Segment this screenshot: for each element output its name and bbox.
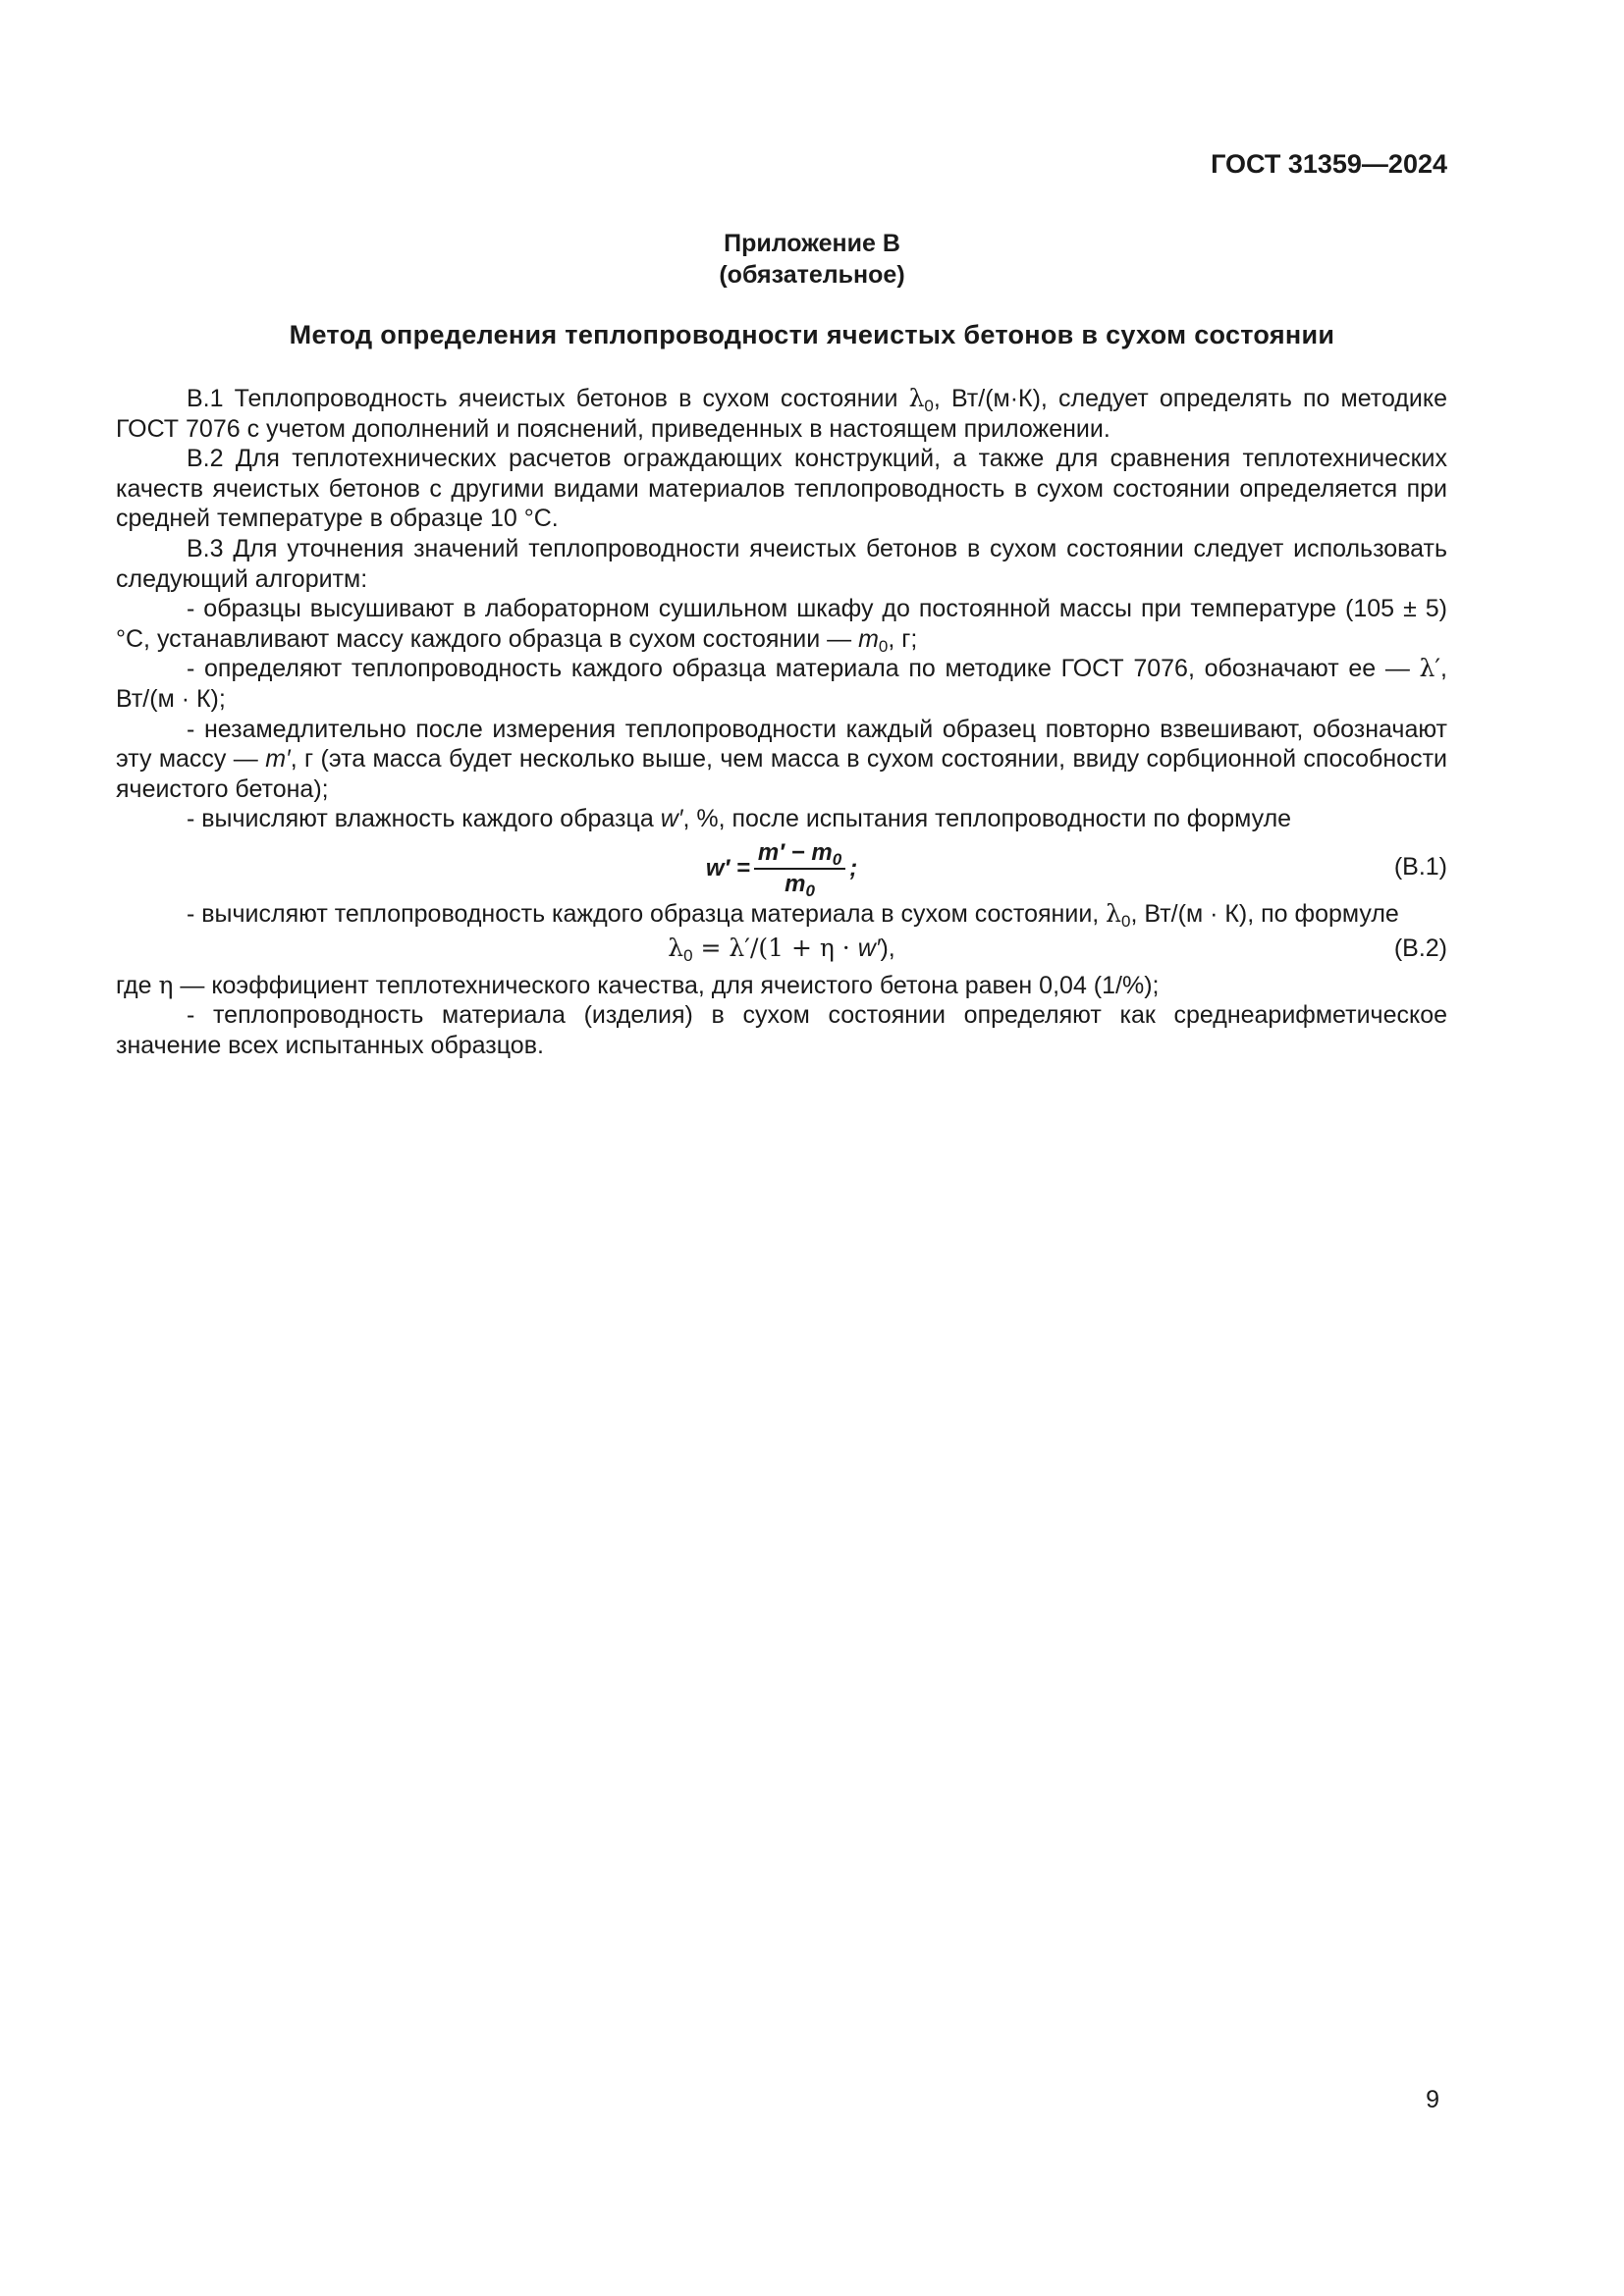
list-item-moisture xyxy=(116,804,1447,834)
text: = λ′/(1 + η · xyxy=(692,933,858,962)
subscript: 0 xyxy=(832,849,842,869)
text: - образцы высушивают в лабораторном сушильном шкафу до постоянной массы при температуре (105 ± 5) °С, устанавливают массу каждого образца в сухом состоянии — xyxy=(116,595,1447,653)
text: , г; xyxy=(888,624,918,653)
list-item-measure-conductivity xyxy=(116,654,1447,714)
lambda-symbol: λ xyxy=(1106,898,1122,928)
list-item-reweigh xyxy=(116,715,1447,805)
subscript: 0 xyxy=(683,945,693,965)
list-item-dry-samples xyxy=(116,594,1447,654)
formula-fraction xyxy=(754,838,845,900)
fraction-denominator xyxy=(785,870,815,900)
lambda-prime-symbol: λ′ xyxy=(1419,654,1441,683)
subscript: 0 xyxy=(1121,911,1131,931)
variable: m xyxy=(858,624,879,653)
text: - незамедлительно после измерения теплопроводности каждый образец повторно взвешивают, обозначают эту массу — xyxy=(116,715,1447,774)
text: — коэффициент теплотехнического качества, для ячеистого бетона равен 0,04 (1/%); xyxy=(173,971,1160,999)
text: - вычисляют влажность каждого образца xyxy=(187,805,661,833)
fraction-numerator xyxy=(754,840,845,870)
variable: w′ xyxy=(857,934,881,962)
text: где xyxy=(116,971,159,999)
text: , Вт/(м·К), следует определять по методике ГОСТ 7076 с учетом дополнений и пояснений, приведенных в настоящем приложении. xyxy=(116,385,1447,443)
text: ), xyxy=(880,934,895,962)
formula-number: (В.2) xyxy=(1393,934,1447,962)
appendix-status: (обязательное) xyxy=(719,261,905,289)
text: , г (эта масса будет несколько выше, чем масса в сухом состоянии, ввиду сорбционной способности ячеистого бетона); xyxy=(116,745,1447,803)
text: m xyxy=(785,870,806,897)
standard-code: ГОСТ 31359—2024 xyxy=(1211,149,1447,179)
formula-b2 xyxy=(116,930,1447,971)
variable: m′ xyxy=(265,745,291,774)
text: , %, после испытания теплопроводности по формуле xyxy=(682,805,1292,833)
list-item-dry-conductivity xyxy=(116,899,1447,930)
paragraph-b3: В.3 Для уточнения значений теплопроводности ячеистых бетонов в сухом состоянии следует использовать следующий алгоритм: xyxy=(116,534,1447,593)
lambda-symbol: λ xyxy=(668,933,684,962)
section-title: Метод определения теплопроводности ячеистых бетонов в сухом состоянии xyxy=(289,320,1335,349)
appendix-heading xyxy=(0,228,1624,291)
subscript: 0 xyxy=(805,881,815,900)
list-item-average: - теплопроводность материала (изделия) в сухом состоянии определяют как среднеарифметическое значение всех испытанных образцов. xyxy=(116,1001,1447,1059)
formula-lhs: w′ = xyxy=(705,854,750,881)
lambda-symbol: λ xyxy=(908,384,925,412)
paragraph-b2: В.2 Для теплотехнических расчетов ограждающих конструкций, а также для сравнения теплотехнических качеств ячеистых бетонов с другими видами материалов теплопроводность в сухом состоянии определяется при средней температуре в образце 10 °С. xyxy=(116,445,1447,533)
formula-b2-expression xyxy=(116,934,1447,964)
formula-number: (В.1) xyxy=(1393,852,1447,881)
appendix-title: Приложение В xyxy=(724,230,900,257)
formula-b1-expression xyxy=(116,838,1447,900)
formula-b1 xyxy=(116,834,1447,899)
text: m′ − m xyxy=(757,838,833,866)
subscript: 0 xyxy=(878,636,889,656)
paragraph-b1 xyxy=(116,384,1447,444)
text: , Вт/(м · К); xyxy=(116,655,1447,713)
text: , Вт/(м · К), по формуле xyxy=(1130,899,1399,928)
text: В.1 Теплопроводность ячеистых бетонов в сухом состоянии xyxy=(187,385,909,412)
subscript: 0 xyxy=(924,397,934,415)
page-number: 9 xyxy=(1426,2086,1439,2113)
variable: w′ xyxy=(660,805,683,833)
formula-tail: ; xyxy=(849,854,858,881)
text: - вычисляют теплопроводность каждого образца материала в сухом состоянии, xyxy=(187,899,1107,928)
text: - определяют теплопроводность каждого образца материала по методике ГОСТ 7076, обозначают ее — xyxy=(187,655,1420,683)
where-clause xyxy=(116,971,1447,1001)
document-body xyxy=(116,384,1447,1060)
eta-symbol: η xyxy=(158,970,174,999)
